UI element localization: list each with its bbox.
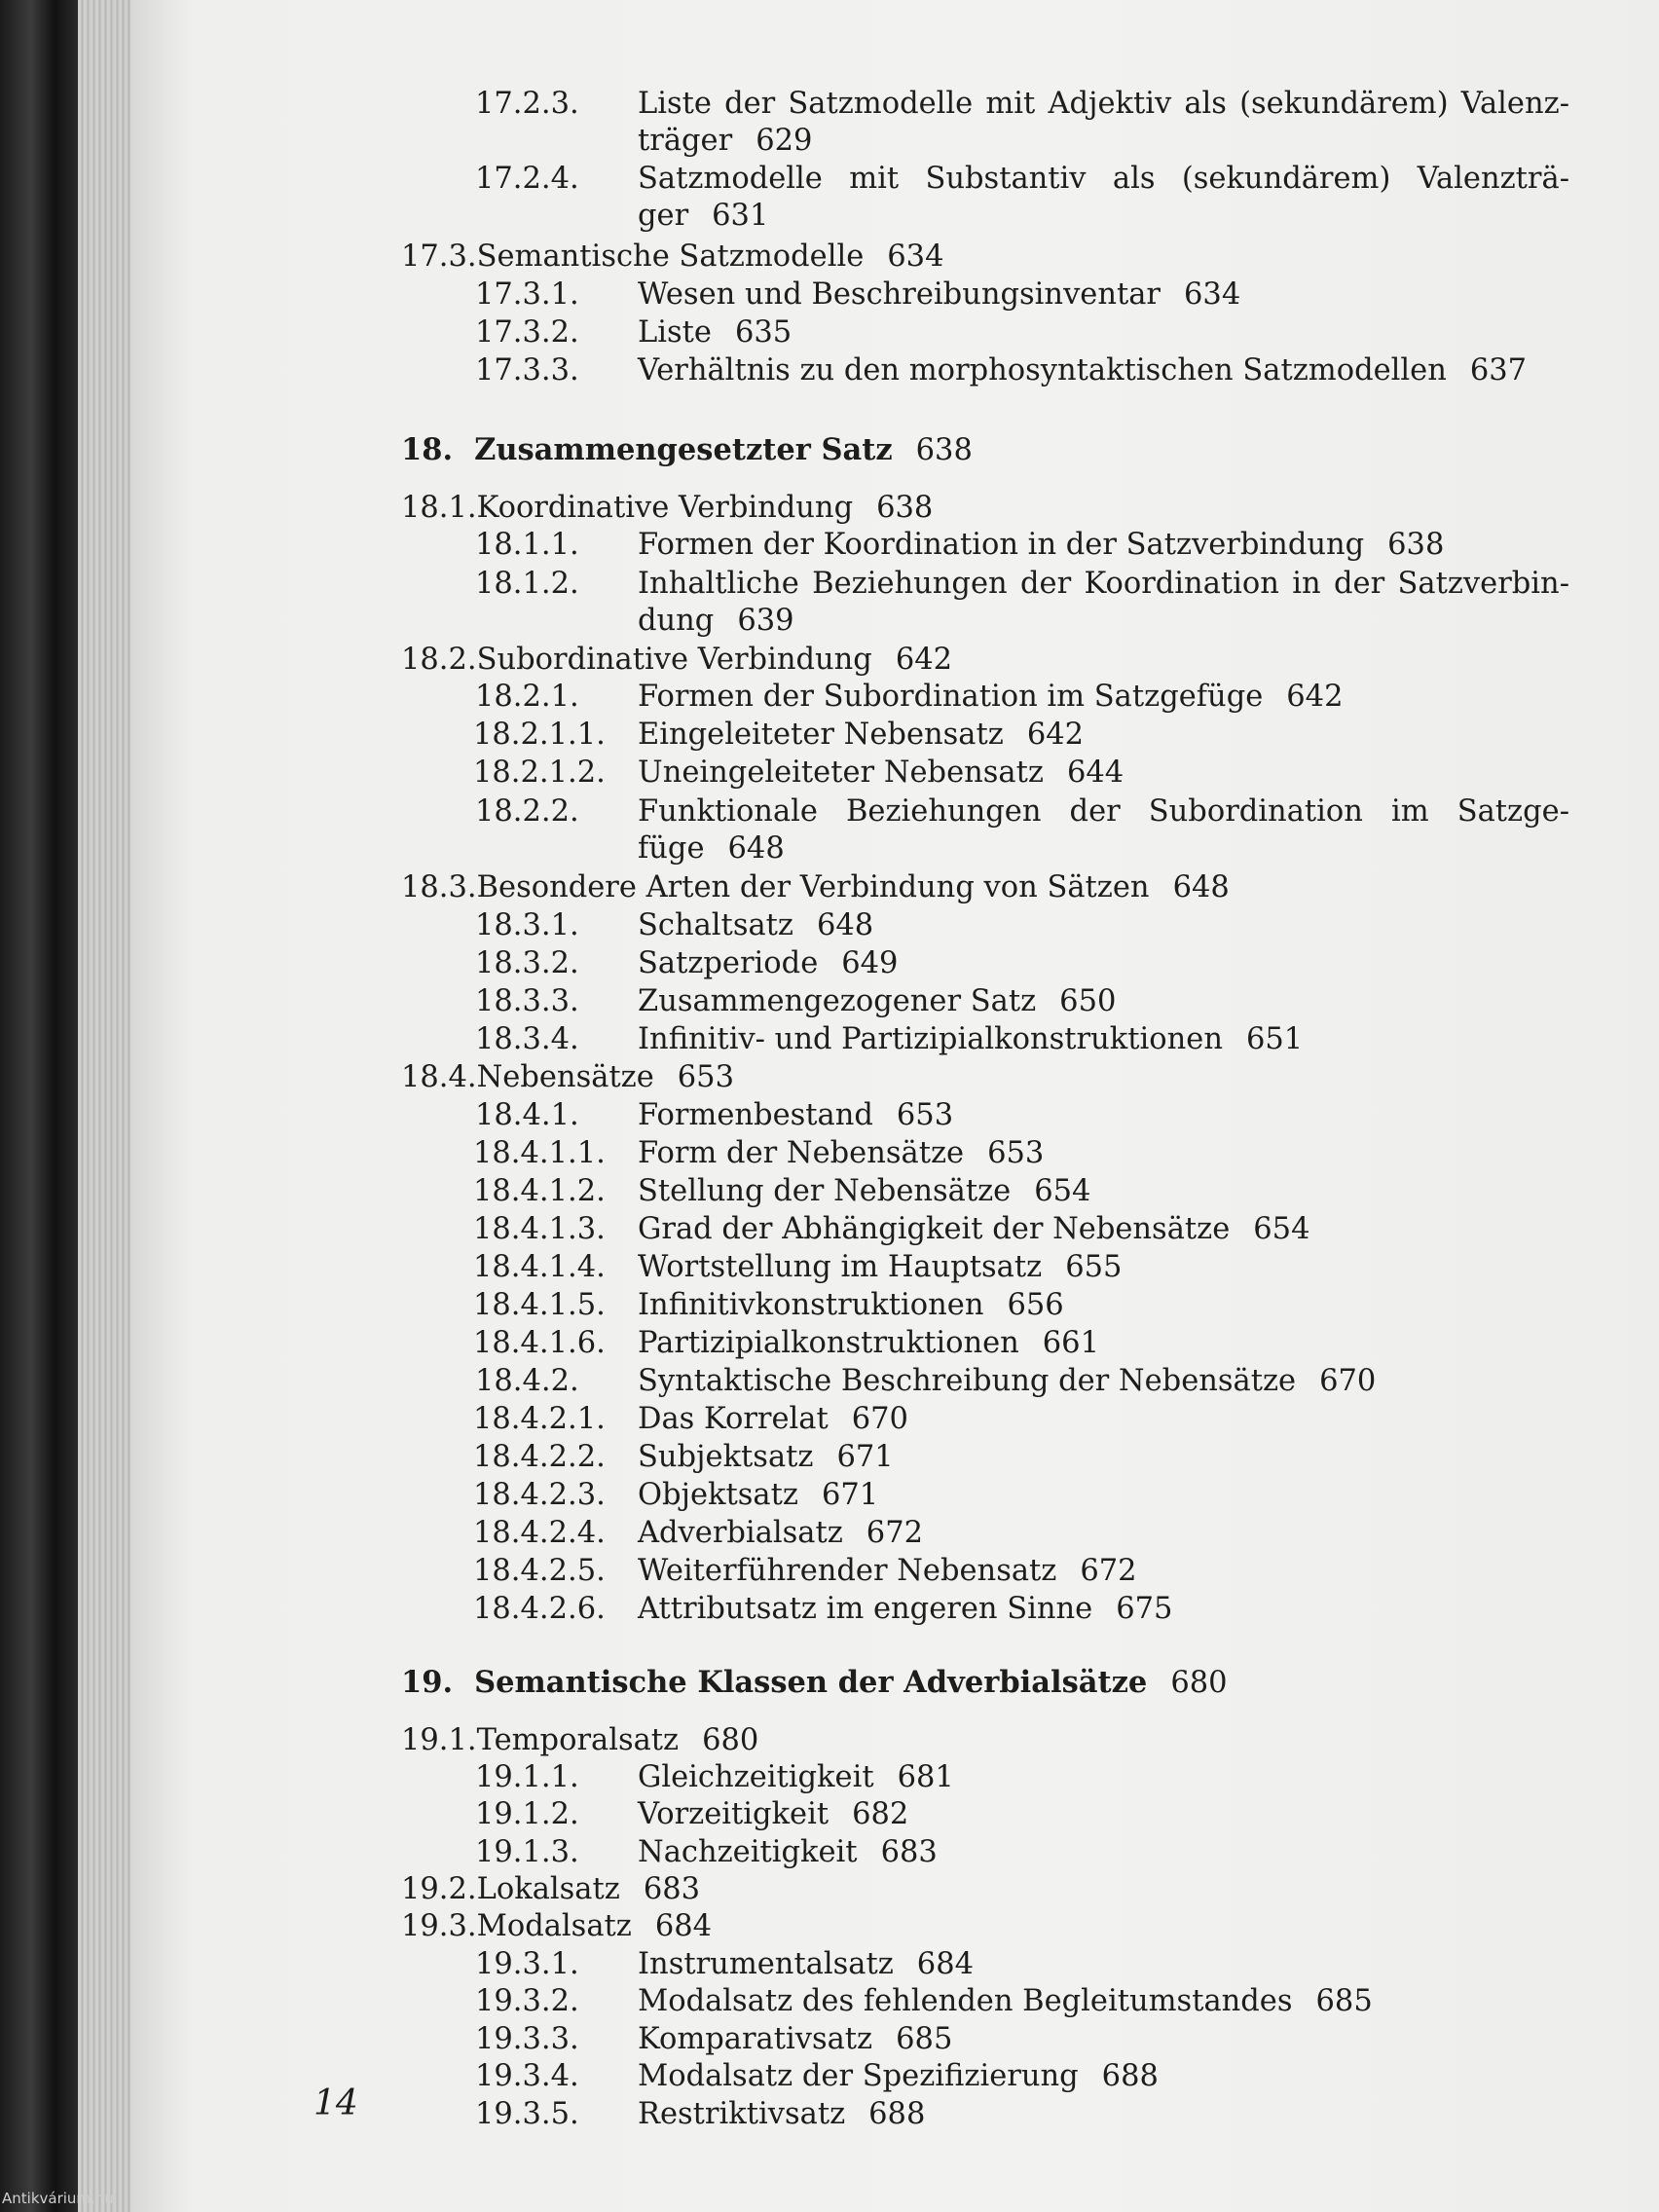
- toc-entry-page: 670: [1319, 1364, 1377, 1398]
- toc-entry-page: 670: [851, 1402, 908, 1436]
- toc-entry-number: 19.3.5.: [475, 2097, 579, 2131]
- toc-entry-number: 18.1.: [401, 491, 477, 525]
- toc-entry-number: 18.4.1.2.: [473, 1174, 606, 1208]
- toc-entry-number: 18.4.2.2.: [473, 1440, 606, 1474]
- toc-entry-page: 680: [702, 1723, 759, 1757]
- toc-entry-number: 18.3.2.: [475, 946, 579, 980]
- toc-entry-title: Schaltsatz: [638, 908, 793, 942]
- toc-entry-title: Zusammengesetzter Satz: [474, 432, 893, 467]
- toc-entry-page: 683: [643, 1872, 701, 1906]
- toc-entry-number: 19.3.: [401, 1909, 477, 1943]
- toc-entry-page: 635: [734, 315, 793, 350]
- toc-entry-number: 17.2.3.: [475, 87, 579, 121]
- toc-entry-number: 17.3.: [401, 240, 477, 274]
- toc-entry-title: Grad der Abhängigkeit der Nebensätze: [638, 1212, 1231, 1246]
- toc-entry-number: 18.3.4.: [475, 1022, 579, 1056]
- toc-entry-number: 18.4.2.: [475, 1364, 579, 1398]
- toc-entry-page: 655: [1065, 1250, 1123, 1284]
- toc-entry-page: 656: [1007, 1288, 1064, 1322]
- toc-entry-page: 680: [1170, 1666, 1228, 1700]
- toc-entry-number: 19.3.3.: [475, 2022, 579, 2056]
- toc-entry-page: 638: [1387, 528, 1445, 562]
- toc-entry-page: 629: [756, 124, 813, 158]
- toc-entry-title: Modalsatz des fehlenden Begleitumstandes: [638, 1984, 1293, 2018]
- toc-entry-number: 18.2.2.: [475, 794, 579, 829]
- toc-entry-title: Wortstellung im Hauptsatz: [638, 1250, 1043, 1284]
- toc-entry-title: Lokalsatz: [476, 1872, 620, 1906]
- toc-entry-page: 685: [896, 2022, 953, 2056]
- toc-entry-page: 648: [816, 908, 874, 942]
- toc-entry-number: 18.3.3.: [475, 984, 579, 1018]
- toc-entry-page: 634: [887, 240, 944, 274]
- toc-entry-page: 688: [868, 2097, 926, 2131]
- toc-entry-page: 672: [1080, 1554, 1137, 1588]
- toc-entry-number: 19.3.4.: [475, 2059, 579, 2093]
- toc-entry-number: 18.2.1.2.: [473, 756, 606, 790]
- toc-entry-number: 19.1.2.: [475, 1797, 579, 1831]
- toc-entry-title: Liste der Satzmodelle mit Adjektiv als (sekundärem) Valenz-: [638, 87, 1569, 121]
- toc-entry-title: Weiterführender Nebensatz: [638, 1554, 1057, 1588]
- toc-entry-title: Formenbestand: [638, 1098, 873, 1132]
- toc-entry-title-continuation: füge: [638, 831, 705, 866]
- toc-entry-title-continuation: ger: [638, 199, 689, 233]
- toc-entry-page: 684: [654, 1909, 713, 1943]
- toc-entry-number: 18.4.1.5.: [473, 1288, 606, 1322]
- toc-entry-page: 631: [712, 199, 769, 233]
- toc-entry-number: 18.2.1.1.: [473, 718, 606, 752]
- toc-entry-title: Restriktivsatz: [638, 2097, 846, 2131]
- toc-entry-title: Formen der Subordination im Satzgefüge: [638, 680, 1264, 714]
- toc-entry-number: 17.2.4.: [475, 162, 579, 196]
- toc-entry-title: Formen der Koordination in der Satzverbindung: [638, 528, 1365, 562]
- toc-entry-number: 17.3.3.: [475, 353, 579, 387]
- toc-entry-number: 18.4.: [401, 1060, 477, 1094]
- toc-entry-title: Stellung der Nebensätze: [638, 1174, 1012, 1208]
- toc-entry-page: 637: [1469, 353, 1528, 387]
- toc-entry-title-continuation: dung: [638, 604, 715, 638]
- toc-entry-title: Nachzeitigkeit: [638, 1835, 858, 1869]
- toc-entry-page: 653: [677, 1060, 734, 1094]
- toc-entry-number: 18.1.1.: [475, 528, 579, 562]
- toc-entry-title: Komparativsatz: [638, 2022, 873, 2056]
- toc-entry-number: 18.3.1.: [475, 908, 579, 942]
- toc-entry-page: 672: [866, 1516, 924, 1550]
- toc-entry-number: 18.4.1.1.: [473, 1136, 606, 1170]
- toc-entry-number: 18.3.: [401, 870, 477, 904]
- toc-entry-number: 18.4.1.3.: [473, 1212, 606, 1246]
- toc-entry-number: 18.4.1.4.: [473, 1250, 606, 1284]
- toc-entry-title: Gleichzeitigkeit: [638, 1760, 874, 1794]
- toc-entry-page: 653: [896, 1098, 954, 1132]
- toc-entry-title: Semantische Klassen der Adverbialsätze: [474, 1665, 1148, 1700]
- toc-entry-number: 18.4.2.3.: [473, 1478, 606, 1512]
- toc-entry-title: Attributsatz im engeren Sinne: [638, 1592, 1093, 1626]
- toc-entry-number: 18.4.2.5.: [473, 1554, 606, 1588]
- toc-entry-title: Verhältnis zu den morphosyntaktischen Satzmodellen: [638, 353, 1447, 387]
- toc-entry-title: Zusammengezogener Satz: [638, 984, 1037, 1018]
- toc-entry-number: 18.1.2.: [475, 567, 579, 601]
- toc-entry-page: 688: [1101, 2059, 1159, 2093]
- toc-entry-title: Modalsatz: [476, 1909, 632, 1943]
- toc-entry-page: 675: [1116, 1592, 1173, 1626]
- toc-entry-title: Modalsatz der Spezifizierung: [638, 2059, 1079, 2093]
- toc-entry-title: Syntaktische Beschreibung der Nebensätze: [638, 1364, 1297, 1398]
- toc-entry-page: 639: [737, 604, 794, 638]
- toc-entry-page: 638: [915, 433, 973, 467]
- toc-entry-title: Temporalsatz: [476, 1723, 680, 1757]
- toc-entry-title: Eingeleiteter Nebensatz: [638, 718, 1004, 752]
- toc-entry-title: Uneingeleiteter Nebensatz: [638, 756, 1044, 790]
- toc-entry-title: Nebensätze: [476, 1060, 654, 1094]
- toc-entry-number: 18.2.1.: [475, 680, 579, 714]
- toc-entry-title: Partizipialkonstruktionen: [638, 1326, 1019, 1360]
- toc-entry-page: 684: [916, 1947, 975, 1981]
- toc-entry-title: Subordinative Verbindung: [476, 643, 872, 677]
- toc-entry-number: 18.2.: [401, 643, 477, 677]
- toc-entry-title: Vorzeitigkeit: [638, 1797, 830, 1831]
- toc-entry-title: Objektsatz: [638, 1478, 798, 1512]
- toc-entry-number: 19.3.2.: [475, 1984, 579, 2018]
- toc-entry-number: 17.3.2.: [475, 315, 579, 350]
- toc-entry-page: 654: [1253, 1212, 1310, 1246]
- toc-entry-page: 685: [1315, 1984, 1373, 2018]
- toc-entry-page: 648: [727, 831, 785, 866]
- toc-entry-number: 19.3.1.: [475, 1947, 579, 1981]
- page-number: 14: [313, 2083, 358, 2123]
- toc-entry-page: 661: [1042, 1326, 1099, 1360]
- toc-entry-title: Liste: [638, 315, 712, 350]
- toc-entry-page: 638: [876, 491, 934, 525]
- toc-entry-number: 19.1.: [401, 1723, 477, 1757]
- toc-entry-title: Infinitiv- und Partizipialkonstruktionen: [638, 1022, 1223, 1056]
- toc-entry-title: Satzperiode: [638, 946, 819, 980]
- toc-entry-number: 18.4.2.4.: [473, 1516, 606, 1550]
- toc-entry-page: 644: [1066, 756, 1124, 790]
- toc-entry-page: 682: [852, 1797, 909, 1831]
- toc-entry-title: Koordinative Verbindung: [476, 491, 854, 525]
- toc-entry-number: 17.3.1.: [475, 277, 579, 312]
- toc-entry-page: 642: [1026, 718, 1085, 752]
- toc-entry-title: Inhaltliche Beziehungen der Koordination in der Satzverbin-: [638, 567, 1569, 601]
- toc-entry-number: 19.: [401, 1665, 454, 1700]
- toc-entry-number: 18.4.2.1.: [473, 1402, 606, 1436]
- toc-entry-number: 19.1.1.: [475, 1760, 579, 1794]
- toc-entry-title: Das Korrelat: [638, 1402, 829, 1436]
- toc-entry-title: Semantische Satzmodelle: [476, 240, 865, 274]
- toc-entry-title: Wesen und Beschreibungsinventar: [638, 277, 1161, 312]
- toc-entry-title: Besondere Arten der Verbindung von Sätzen: [476, 870, 1150, 904]
- toc-entry-number: 18.: [401, 432, 454, 467]
- toc-entry-number: 18.4.1.: [475, 1098, 579, 1132]
- toc-entry-title: Instrumentalsatz: [638, 1947, 894, 1981]
- watermark-text: Antikvárium.hu: [2, 2190, 114, 2207]
- toc-entry-title-continuation: träger: [638, 124, 733, 158]
- toc-entry-page: 671: [836, 1440, 894, 1474]
- toc-entry-page: 634: [1184, 277, 1241, 312]
- toc-entry-page: 642: [1286, 680, 1344, 714]
- toc-entry-page: 642: [895, 643, 953, 677]
- toc-entry-title: Adverbialsatz: [638, 1516, 843, 1550]
- toc-entry-page: 650: [1059, 984, 1117, 1018]
- toc-entry-title: Form der Nebensätze: [638, 1136, 965, 1170]
- toc-entry-number: 18.4.2.6.: [473, 1592, 606, 1626]
- toc-entry-page: 653: [987, 1136, 1045, 1170]
- toc-entry-page: 649: [841, 946, 899, 980]
- toc-entry-number: 18.4.1.6.: [473, 1326, 606, 1360]
- toc-entry-page: 654: [1034, 1174, 1091, 1208]
- toc-entry-number: 19.1.3.: [475, 1835, 579, 1869]
- toc-entry-page: 681: [897, 1760, 954, 1794]
- toc-entry-page: 671: [821, 1478, 879, 1512]
- toc-entry-page: 683: [880, 1835, 938, 1869]
- toc-entry-title: Funktionale Beziehungen der Subordination im Satzge-: [638, 794, 1569, 829]
- toc-entry-title: Infinitivkonstruktionen: [638, 1288, 984, 1322]
- toc-entry-page: 651: [1245, 1022, 1304, 1056]
- toc-entry-number: 19.2.: [401, 1872, 477, 1906]
- toc-entry-page: 648: [1172, 870, 1230, 904]
- toc-entry-title: Satzmodelle mit Substantiv als (sekundärem) Valenzträ-: [638, 162, 1569, 196]
- toc-entry-title: Subjektsatz: [638, 1440, 814, 1474]
